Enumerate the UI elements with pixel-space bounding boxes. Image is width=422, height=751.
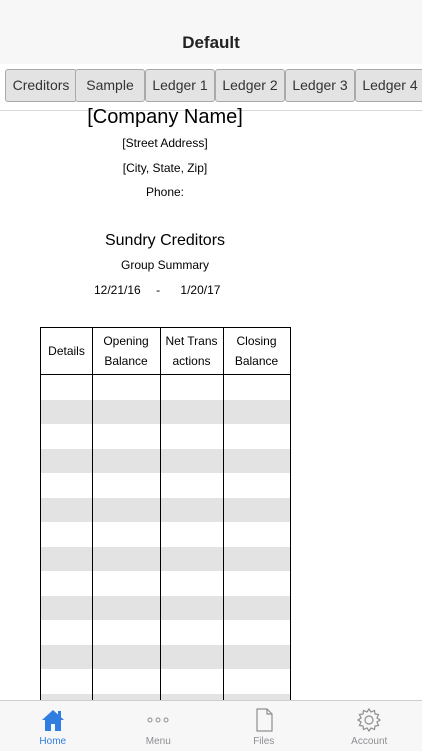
column-header-details: Details	[41, 328, 92, 374]
city-state-zip[interactable]: [City, State, Zip]	[0, 161, 330, 175]
table-row[interactable]	[41, 498, 290, 523]
table-row[interactable]	[41, 375, 290, 400]
tab-home[interactable]	[0, 701, 106, 751]
table-row[interactable]	[41, 400, 290, 425]
date-from[interactable]: 12/21/16	[94, 283, 141, 297]
date-range[interactable]	[94, 283, 220, 297]
report-subtitle: Group Summary	[0, 258, 330, 272]
gear-icon	[356, 707, 382, 733]
home-icon	[40, 707, 66, 733]
table-row[interactable]	[41, 473, 290, 498]
table-row[interactable]	[41, 449, 290, 474]
table-row[interactable]	[41, 620, 290, 645]
column-header-closing-balance: Closing Balance	[223, 328, 290, 374]
column-divider	[223, 328, 224, 707]
table-row[interactable]	[41, 669, 290, 694]
document-icon	[251, 707, 277, 733]
column-divider	[160, 328, 161, 707]
tab-ledger-3[interactable]: Ledger 3	[285, 69, 355, 102]
date-separator: -	[156, 283, 160, 297]
tab-label-account: Account	[317, 736, 422, 747]
tab-account[interactable]	[317, 701, 422, 751]
table-row[interactable]	[41, 596, 290, 621]
column-header-opening-balance: Opening Balance	[92, 328, 160, 374]
table-row[interactable]	[41, 424, 290, 449]
tab-label-menu: Menu	[106, 736, 212, 747]
table-row[interactable]	[41, 522, 290, 547]
tab-creditors[interactable]: Creditors	[5, 69, 77, 102]
bottom-tab-bar	[0, 700, 422, 751]
table-header	[41, 328, 290, 375]
report-title: Sundry Creditors	[0, 232, 330, 250]
navigation-bar	[0, 0, 422, 65]
tab-ledger-4[interactable]: Ledger 4	[355, 69, 422, 102]
tab-ledger-1[interactable]: Ledger 1	[145, 69, 215, 102]
page-title: Default	[0, 33, 422, 53]
phone-label[interactable]: Phone:	[0, 185, 330, 199]
ellipsis-icon	[145, 707, 171, 733]
tab-label-home: Home	[0, 736, 106, 747]
street-address[interactable]: [Street Address]	[0, 136, 330, 150]
summary-table	[40, 327, 291, 707]
table-row[interactable]	[41, 547, 290, 572]
tab-menu[interactable]	[106, 701, 212, 751]
date-to[interactable]: 1/20/17	[180, 283, 220, 297]
tab-sample[interactable]: Sample	[75, 69, 145, 102]
tab-label-files: Files	[211, 736, 317, 747]
column-header-net-transactions: Net Trans actions	[160, 328, 223, 374]
tab-ledger-2[interactable]: Ledger 2	[215, 69, 285, 102]
column-divider	[92, 328, 93, 707]
table-row[interactable]	[41, 645, 290, 670]
company-name[interactable]: [Company Name]	[0, 106, 330, 129]
table-row[interactable]	[41, 571, 290, 596]
tab-files[interactable]	[211, 701, 317, 751]
ledger-tab-strip[interactable]	[0, 64, 422, 111]
